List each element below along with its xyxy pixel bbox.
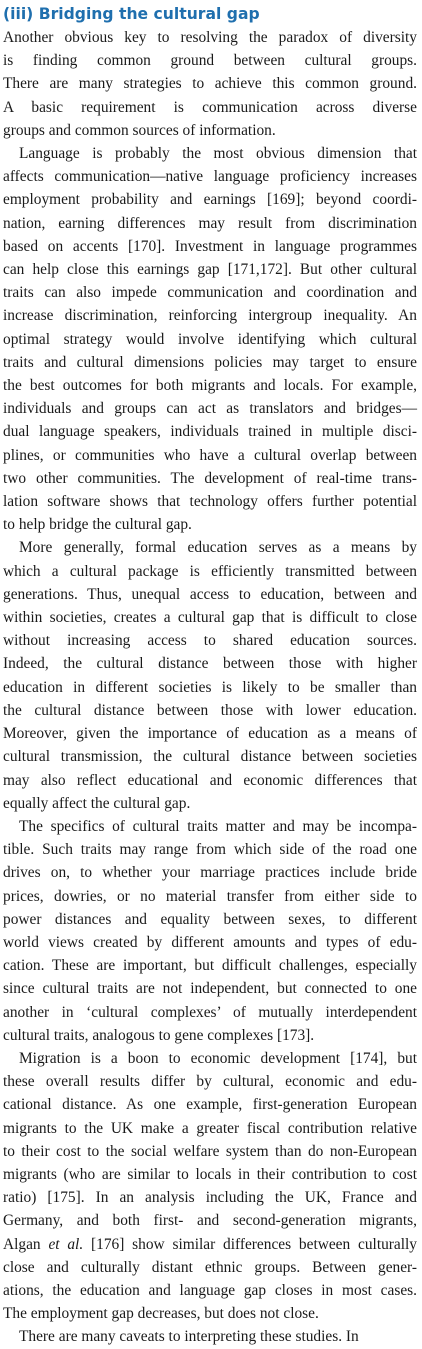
text-line: More generally, formal education serves as a means by — [19, 539, 417, 557]
text-line: traits can also impede communication and coordination and — [3, 284, 417, 302]
body-text — [3, 26, 417, 1349]
text-line: since cultural traits are not independent, but connected to one — [3, 980, 417, 998]
text-line: Another obvious key to resolving the paradox of diversity — [3, 29, 417, 46]
document-page — [3, 3, 417, 1346]
text-line: tible. Such traits may range from which side of the road one — [3, 841, 417, 859]
text-line: based on accents [170]. Investment in language programmes — [3, 237, 417, 255]
text-line: Moreover, given the importance of education as a means of — [3, 725, 417, 743]
text-line: prices, dowries, or no material transfer from either side to — [3, 887, 417, 905]
text-line: without increasing access to shared education sources. — [3, 632, 417, 650]
paragraph — [3, 26, 417, 142]
text-line: affects communication—native language proficiency increases — [3, 168, 417, 186]
text-line: optimal strategy would involve identifying which cultural — [3, 330, 417, 348]
text-line: ations, the education and language gap closes in most cases. — [3, 1281, 417, 1299]
text-line: employment probability and earnings [169]; beyond coordi- — [3, 191, 417, 209]
text-line: lation software shows that technology offers further potential — [3, 493, 417, 511]
text-line: There are many caveats to interpreting these studies. In — [19, 1328, 359, 1346]
text-line: increase discrimination, reinforcing intergroup inequality. An — [3, 307, 417, 325]
text-line: close and culturally distant ethnic groups. Between gener- — [3, 1258, 417, 1276]
text-line: plines, or communities who have a cultural overlap between — [3, 446, 417, 464]
text-line: Migration is a boon to economic development [174], but — [19, 1049, 417, 1067]
text-line: Language is probably the most obvious dimension that — [19, 145, 417, 163]
text-line: to their cost to the social welfare system than do non-European — [3, 1142, 417, 1160]
section-heading: (iii) Bridging the cultural gap — [3, 5, 260, 23]
text-line: education in different societies is likely to be smaller than — [3, 678, 417, 696]
text-line: two other communities. The development of real-time trans- — [3, 469, 417, 487]
text-line: another in ‘cultural complexes’ of mutually interdependent — [3, 1003, 417, 1021]
text-line: power distances and equality between sexes, to different — [3, 910, 417, 928]
text-line: the best outcomes for both migrants and locals. For example, — [3, 377, 417, 395]
text-line: There are many strategies to achieve this common ground. — [3, 75, 417, 93]
text-line: dual language speakers, individuals trained in multiple disci- — [3, 423, 417, 441]
paragraph — [3, 815, 417, 1047]
paragraph — [3, 536, 417, 814]
paragraph — [3, 1325, 417, 1348]
text-line: these overall results differ by cultural, economic and edu- — [3, 1073, 417, 1091]
text-line: which a cultural package is efficiently transmitted between — [3, 562, 417, 580]
text-line: The specifics of cultural traits matter and may be incompa- — [19, 817, 417, 835]
text-line: Germany, and both first- and second-generation migrants, — [3, 1212, 417, 1230]
text-line: Indeed, the cultural distance between those with higher — [3, 655, 417, 673]
text-line: can help close this earnings gap [171,172]. But other cultural — [3, 261, 417, 279]
paragraph — [3, 142, 417, 536]
text-line: within societies, creates a cultural gap that is difficult to close — [3, 609, 417, 627]
text-line: ratio) [175]. In an analysis including the UK, France and — [3, 1189, 417, 1207]
text-line: nation, earning differences may result from discrimination — [3, 214, 417, 232]
text-line: world views created by different amounts and types of edu- — [3, 933, 417, 951]
text-line: to help bridge the cultural gap. — [3, 516, 192, 534]
text-line: individuals and groups can act as translators and bridges— — [3, 400, 417, 418]
text-line: The employment gap decreases, but does not close. — [3, 1305, 319, 1323]
text-line: migrants (who are similar to locals in their contribution to cost — [3, 1165, 417, 1183]
text-line: is finding common ground between cultural groups. — [3, 52, 417, 70]
text-line: equally affect the cultural gap. — [3, 794, 191, 812]
text-line: A basic requirement is communication across diverse — [3, 98, 417, 116]
text-line: may also reflect educational and economic differences that — [3, 771, 417, 789]
text-line: the cultural distance between those with lower education. — [3, 701, 417, 719]
text-line: cultural traits, analogous to gene complexes [173]. — [3, 1026, 315, 1044]
paragraph — [3, 1047, 417, 1325]
text-line: Algan et al. [176] show similar differences between culturally — [3, 1235, 417, 1253]
text-line: cultural transmission, the cultural distance between societies — [3, 748, 417, 766]
text-line: drives on, to whether your marriage practices include bride — [3, 864, 417, 882]
text-line: generations. Thus, unequal access to education, between and — [3, 585, 417, 603]
text-line: cation. These are important, but difficult challenges, especially — [3, 957, 417, 975]
text-line: cational distance. As one example, first-generation European — [3, 1096, 417, 1114]
text-line: traits and cultural dimensions policies may target to ensure — [3, 353, 417, 371]
text-line: groups and common sources of information. — [3, 121, 276, 139]
text-line: migrants to the UK make a greater fiscal contribution relative — [3, 1119, 417, 1137]
